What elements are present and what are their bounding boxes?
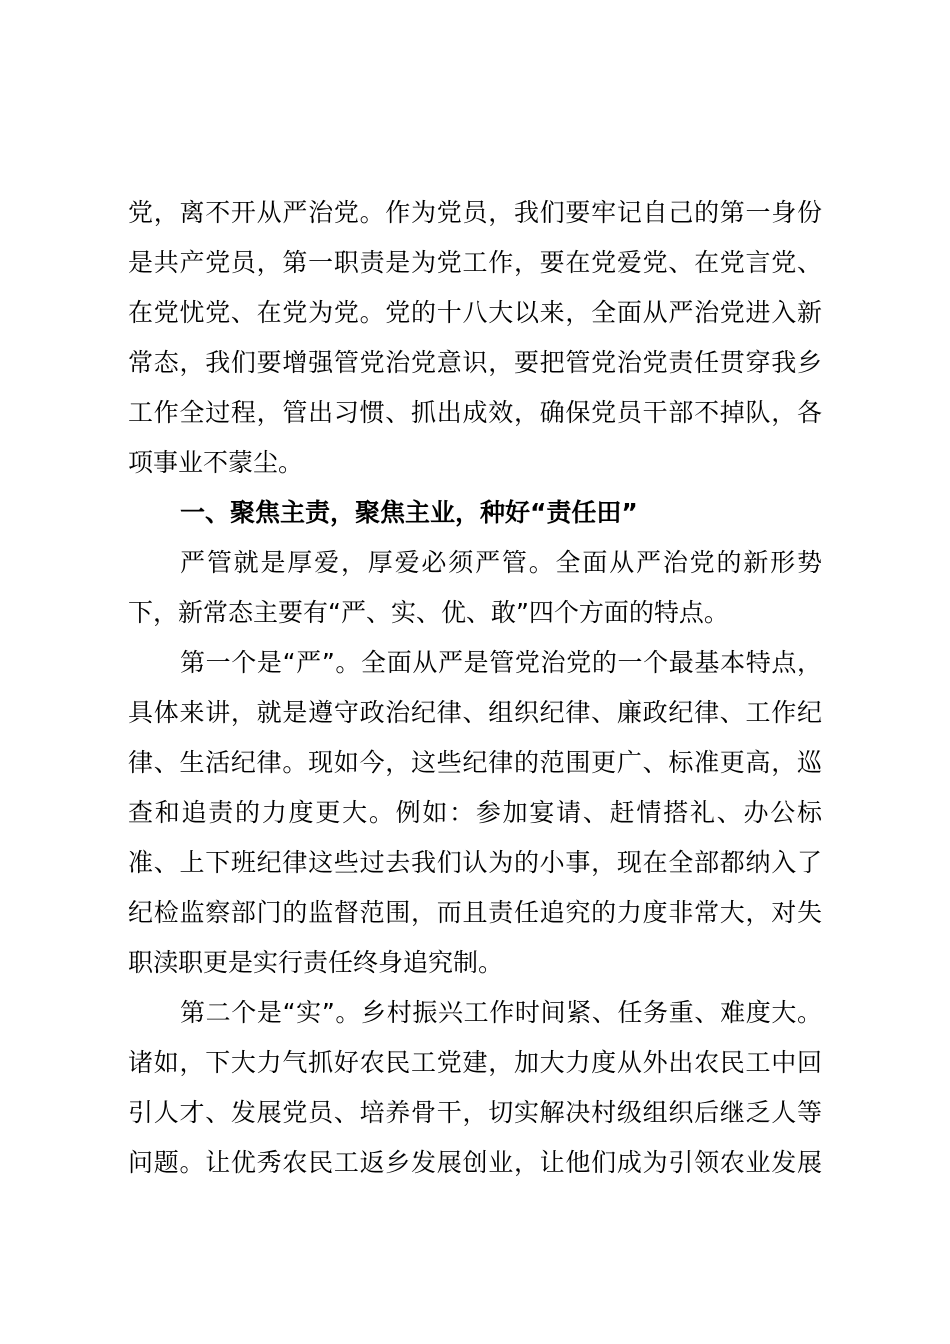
paragraph-line: 是共产党员，第一职责是为党工作，要在党爱党、在党言党、: [128, 248, 822, 277]
paragraph-line: 常态，我们要增强管党治党意识，要把管党治党责任贯穿我乡: [128, 348, 822, 377]
paragraph-line: 下，新常态主要有“严、实、优、敢”四个方面的特点。: [128, 598, 729, 627]
paragraph-line: 在党忧党、在党为党。党的十八大以来，全面从严治党进入新: [128, 298, 822, 327]
document-page: [128, 188, 822, 1188]
paragraph-line: 具体来讲，就是遵守政治纪律、组织纪律、廉政纪律、工作纪: [128, 698, 822, 727]
section-heading: 一、聚焦主责，聚焦主业，种好“责任田”: [180, 498, 638, 527]
paragraph-line: 党，离不开从严治党。作为党员，我们要牢记自己的第一身份: [128, 198, 822, 227]
paragraph-line: 引人才、发展党员、培养骨干，切实解决村级组织后继乏人等: [128, 1098, 822, 1127]
paragraph-line: 严管就是厚爱，厚爱必须严管。全面从严治党的新形势: [180, 548, 822, 577]
paragraph-line: 纪检监察部门的监督范围，而且责任追究的力度非常大，对失: [128, 898, 822, 927]
paragraph-line: 职渎职更是实行责任终身追究制。: [128, 948, 504, 977]
paragraph-line: 第二个是“实”。乡村振兴工作时间紧、任务重、难度大。: [180, 998, 822, 1027]
paragraph-line: 项事业不蒙尘。: [128, 448, 304, 477]
paragraph-line: 律、生活纪律。现如今，这些纪律的范围更广、标准更高，巡: [128, 748, 822, 777]
paragraph-line: 工作全过程，管出习惯、抓出成效，确保党员干部不掉队，各: [128, 398, 822, 427]
paragraph-line: 准、上下班纪律这些过去我们认为的小事，现在全部都纳入了: [128, 848, 822, 877]
paragraph-line: 查和追责的力度更大。例如：参加宴请、赶情搭礼、办公标: [128, 798, 822, 827]
paragraph-line: 问题。让优秀农民工返乡发展创业，让他们成为引领农业发展: [128, 1148, 822, 1177]
paragraph-line: 诸如，下大力气抓好农民工党建，加大力度从外出农民工中回: [128, 1048, 822, 1077]
paragraph-line: 第一个是“严”。全面从严是管党治党的一个最基本特点，: [180, 648, 822, 677]
